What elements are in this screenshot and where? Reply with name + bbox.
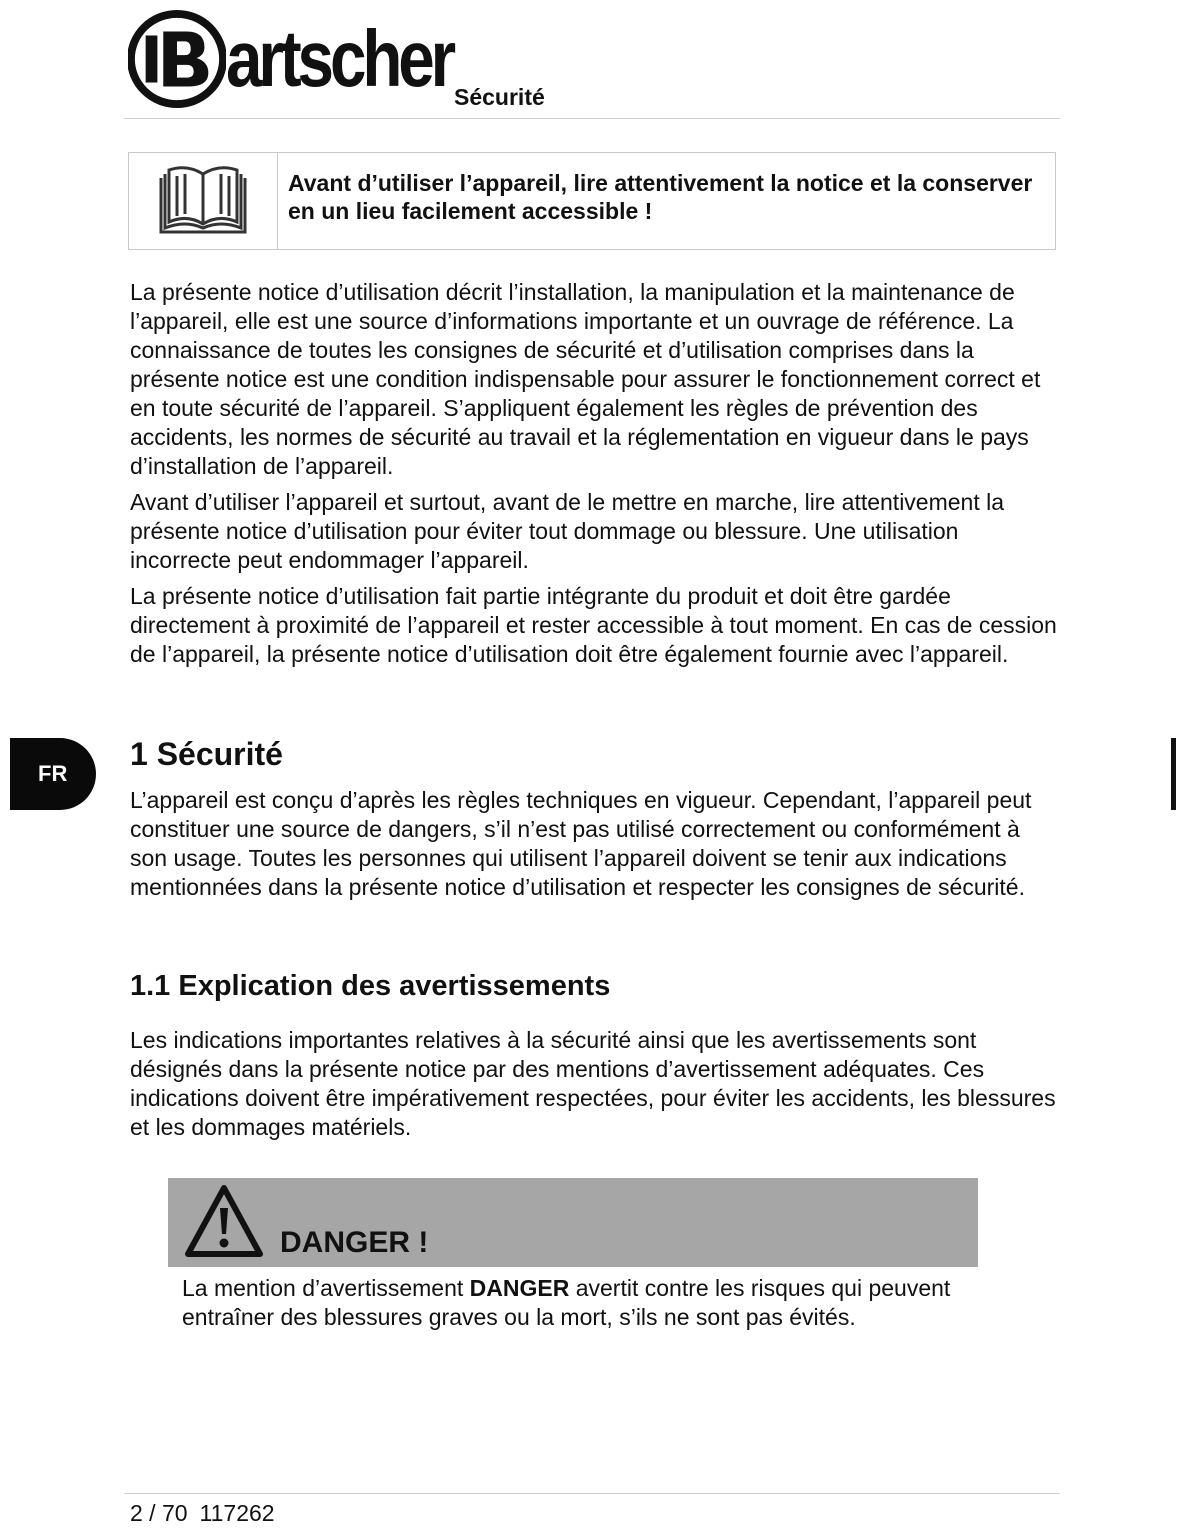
document-number: 117262 bbox=[199, 1500, 275, 1526]
intro-paragraph-2: Avant d’utiliser l’appareil et surtout, avant de le mettre en marche, lire attentivement la présente notice d’utilisation pour éviter tout dommage ou blessure. Une utilisation incorrecte peut endommager l’appareil. bbox=[130, 489, 1005, 573]
danger-label: DANGER ! bbox=[280, 1226, 429, 1259]
danger-text-after: avertit contre les risques qui peuvent entraîner des blessures graves ou la mort, s’ils ne sont pas évités. bbox=[182, 1275, 951, 1330]
header-section-title: Sécurité bbox=[454, 84, 545, 110]
read-manual-notice bbox=[128, 152, 1056, 250]
danger-description bbox=[182, 1274, 962, 1332]
brand-b-mark bbox=[128, 10, 226, 108]
section-1-text: L’appareil est conçu d’après les règles techniques en vigueur. Cependant, l’appareil peut constituer une source de dangers, s’il n’est pas utilisé correctement ou conformément à son usage. Toutes les personnes qui utilisent l’appareil doivent se tenir aux indications mentionnées dans la présente notice d’utilisation et respecter les consignes de sécurité. bbox=[130, 787, 1032, 900]
notice-icon-cell bbox=[129, 153, 278, 249]
page-edge-marker bbox=[1171, 738, 1176, 810]
book-icon bbox=[157, 164, 249, 238]
section-1-1-text: Les indications importantes relatives à la sécurité ainsi que les avertissements sont désignés dans la présente notice par des mentions d’avertissement adéquates. Ces indications doivent être impérativement respectées, pour éviter les accidents, les blessures et les dommages matériels. bbox=[130, 1027, 1056, 1140]
footer-divider bbox=[124, 1493, 1060, 1494]
language-tab: FR bbox=[10, 738, 96, 810]
section-1-heading: 1 Sécurité bbox=[130, 736, 283, 772]
intro-paragraph-3: La présente notice d’utilisation fait partie intégrante du produit et doit être gardée directement à proximité de l’appareil et rester accessible à tout moment. En cas de cession de l’appareil, la présente notice d’utilisation doit être également fournie avec l’appareil. bbox=[130, 583, 1057, 667]
intro-paragraph-1: La présente notice d’utilisation décrit l’installation, la manipulation et la maintenance de l’appareil, elle est une source d’informations importante et un ouvrage de référence. La connaissance de toutes les consignes de sécurité et d’utilisation comprises dans la présente notice est une condition indispensable pour assurer le fonctionnement correct et en toute sécurité de l’appareil. S’appliquent également les règles de prévention des accidents, les normes de sécurité au travail et la réglementation en vigueur dans le pays d’installation de l’appareil. bbox=[130, 279, 1041, 479]
section-1-1-heading: 1.1 Explication des avertissements bbox=[130, 970, 611, 1002]
danger-text-bold: DANGER bbox=[469, 1275, 570, 1301]
danger-banner bbox=[168, 1178, 978, 1267]
bartscher-logo bbox=[128, 8, 453, 110]
danger-text-before: La mention d’avertissement bbox=[182, 1275, 470, 1301]
page-footer bbox=[130, 1500, 275, 1527]
page-header bbox=[124, 8, 1060, 119]
brand-wordmark: artscher bbox=[226, 14, 453, 103]
warning-triangle-icon bbox=[182, 1182, 266, 1260]
notice-text: Avant d’utiliser l’appareil, lire attentivement la notice et la conserver en un lieu facilement accessible ! bbox=[288, 170, 1033, 224]
page-number: 2 / 70 bbox=[130, 1500, 188, 1526]
